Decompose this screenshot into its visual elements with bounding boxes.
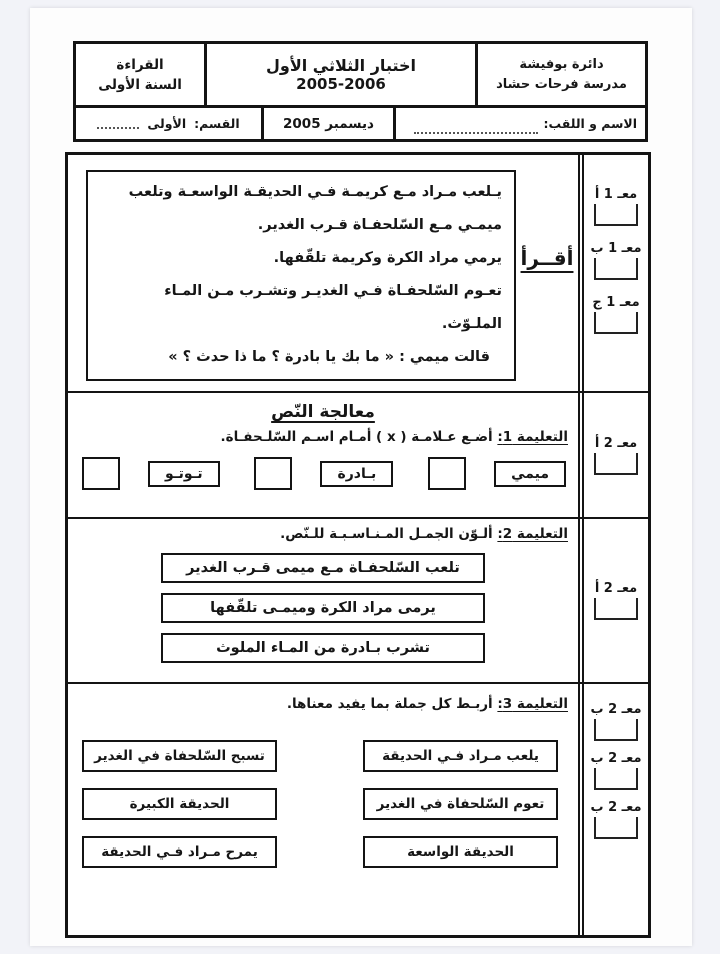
score-entry-box[interactable] — [594, 312, 638, 334]
criterion-label: معـ 2 أ — [594, 435, 638, 451]
colorable-sentence[interactable]: تلعب السّلحفـاة مـع ميمى قـرب الغدير — [161, 553, 485, 583]
answer-checkbox[interactable] — [428, 457, 466, 490]
task2-section — [68, 517, 648, 682]
match-item[interactable]: الحديقة الكبيرة — [82, 788, 277, 820]
option-group — [82, 457, 220, 490]
task3-label: التعليمة 3: — [497, 696, 568, 712]
passage-line: يـلعب مـراد مـع كريمـة فـي الحديقـة الواسعـة وتلعب — [128, 184, 502, 200]
score-margin-task2 — [578, 519, 648, 682]
district-name: دائرة بوفيشة — [519, 56, 604, 72]
match-item[interactable]: يمرح مـراد فـي الحديقة — [82, 836, 277, 868]
subject-name: القراءة — [116, 56, 164, 73]
name-option: تـوتـو — [148, 461, 220, 487]
score-group — [594, 581, 638, 620]
score-entry-box[interactable] — [594, 258, 638, 280]
task1-section — [68, 391, 648, 517]
score-margin-task1 — [578, 393, 648, 517]
option-group — [254, 457, 393, 490]
class-label: القسم: — [194, 116, 240, 131]
colorable-sentence[interactable]: تشرب بـادرة من المـاء الملوث — [161, 633, 485, 663]
passage-line: الملـوّث. — [441, 316, 502, 332]
score-group — [591, 241, 642, 280]
student-name-cell — [393, 108, 645, 139]
matching-column-right — [363, 740, 558, 868]
matching-column-left — [82, 740, 277, 868]
criterion-label: معـ 2 ب — [590, 702, 642, 717]
match-item[interactable]: تسبح السّلحفاة في الغدير — [82, 740, 277, 772]
task3-instruction — [68, 696, 578, 712]
reading-section — [68, 155, 648, 391]
criterion-label: معـ 1 أ — [594, 187, 638, 202]
reading-passage — [86, 170, 516, 381]
passage-line: يرمي مراد الكرة وكريمة تلقّفها. — [273, 250, 502, 266]
task1-instruction — [68, 429, 578, 445]
header-table — [73, 41, 648, 142]
passage-line: قالت ميمي : « ما بك يا بادرة ؟ ما ذا حدث ؟ » — [168, 349, 490, 365]
score-group — [592, 295, 639, 334]
score-group — [591, 800, 642, 839]
class-cell — [76, 108, 261, 139]
name-option: بـادرة — [320, 461, 393, 487]
criterion-label: معـ 2 أ — [594, 581, 638, 596]
header-row-top — [76, 44, 645, 105]
task1-content — [68, 393, 578, 517]
subject-block — [76, 44, 204, 105]
matching-columns — [68, 740, 578, 868]
score-group — [591, 702, 642, 741]
turtle-name-options — [82, 457, 566, 490]
answer-checkbox[interactable] — [254, 457, 292, 490]
task3-text: أربـط كل جملة بما يفيد معناها. — [286, 696, 493, 712]
task1-text: أضـع عـلامـة ( x ) أمـام اسـم السّلـحفـاة. — [220, 429, 493, 445]
score-entry-box[interactable] — [594, 719, 638, 741]
score-entry-box[interactable] — [594, 453, 638, 475]
exam-title: اختبار الثلاثي الأول — [265, 56, 417, 75]
criterion-label: معـ 2 ب — [590, 800, 642, 815]
exam-date: ديسمبر 2005 — [261, 108, 393, 139]
score-margin-task3 — [578, 684, 648, 935]
match-item[interactable]: تعوم السّلحفاة في الغدير — [363, 788, 558, 820]
task2-instruction — [68, 526, 578, 542]
score-group — [594, 436, 638, 475]
score-entry-box[interactable] — [594, 817, 638, 839]
name-label: الاسم و اللقب: — [543, 116, 637, 131]
match-item[interactable]: يلعب مـراد فـي الحديقة — [363, 740, 558, 772]
option-group — [428, 457, 566, 490]
school-year: 2005-2006 — [296, 75, 386, 93]
score-margin-reading — [578, 155, 648, 391]
task1-label: التعليمة 1: — [497, 429, 568, 445]
exam-body-table — [65, 152, 651, 938]
score-entry-box[interactable] — [594, 768, 638, 790]
class-fill-line[interactable] — [97, 118, 139, 129]
task3-section — [68, 682, 648, 935]
task2-label: التعليمة 2: — [497, 526, 568, 542]
score-group — [591, 751, 642, 790]
criterion-label: معـ 1 ب — [590, 241, 642, 256]
passage-line: ميمـي مـع السّلحفـاة قـرب الغدير. — [257, 217, 502, 233]
name-option: ميمي — [494, 461, 566, 487]
colorable-sentence[interactable]: يرمى مراد الكرة وميمـى تلقّفها — [161, 593, 485, 623]
read-label-zone — [516, 155, 578, 391]
criterion-label: معـ 2 ب — [590, 751, 642, 766]
task2-text: ألـوّن الجمـل المـنـاسـبـة للـنّص. — [280, 526, 493, 542]
task2-content — [68, 519, 578, 682]
name-fill-line[interactable] — [414, 122, 538, 134]
answer-checkbox[interactable] — [82, 457, 120, 490]
class-value: الأولى — [147, 116, 187, 131]
task3-content — [68, 684, 578, 935]
read-instruction: أقــرأ — [520, 246, 574, 270]
school-name: مدرسة فرحات حشاد — [496, 76, 627, 92]
section-title: معالجة النّص — [271, 402, 375, 422]
exam-sheet — [30, 8, 692, 946]
header-row-bottom — [76, 105, 645, 139]
score-entry-box[interactable] — [594, 598, 638, 620]
school-block — [475, 44, 645, 105]
score-entry-box[interactable] — [594, 204, 638, 226]
exam-title-block — [204, 44, 475, 105]
score-group — [594, 187, 638, 226]
reading-content — [68, 155, 578, 391]
criterion-label: معـ 1 ج — [592, 295, 640, 310]
passage-line: تعـوم السّلحفـاة فـي الغديـر وتشـرب مـن المـاء — [164, 283, 502, 299]
match-item[interactable]: الحديقة الواسعة — [363, 836, 558, 868]
grade-level: السنة الأولى — [98, 76, 182, 93]
